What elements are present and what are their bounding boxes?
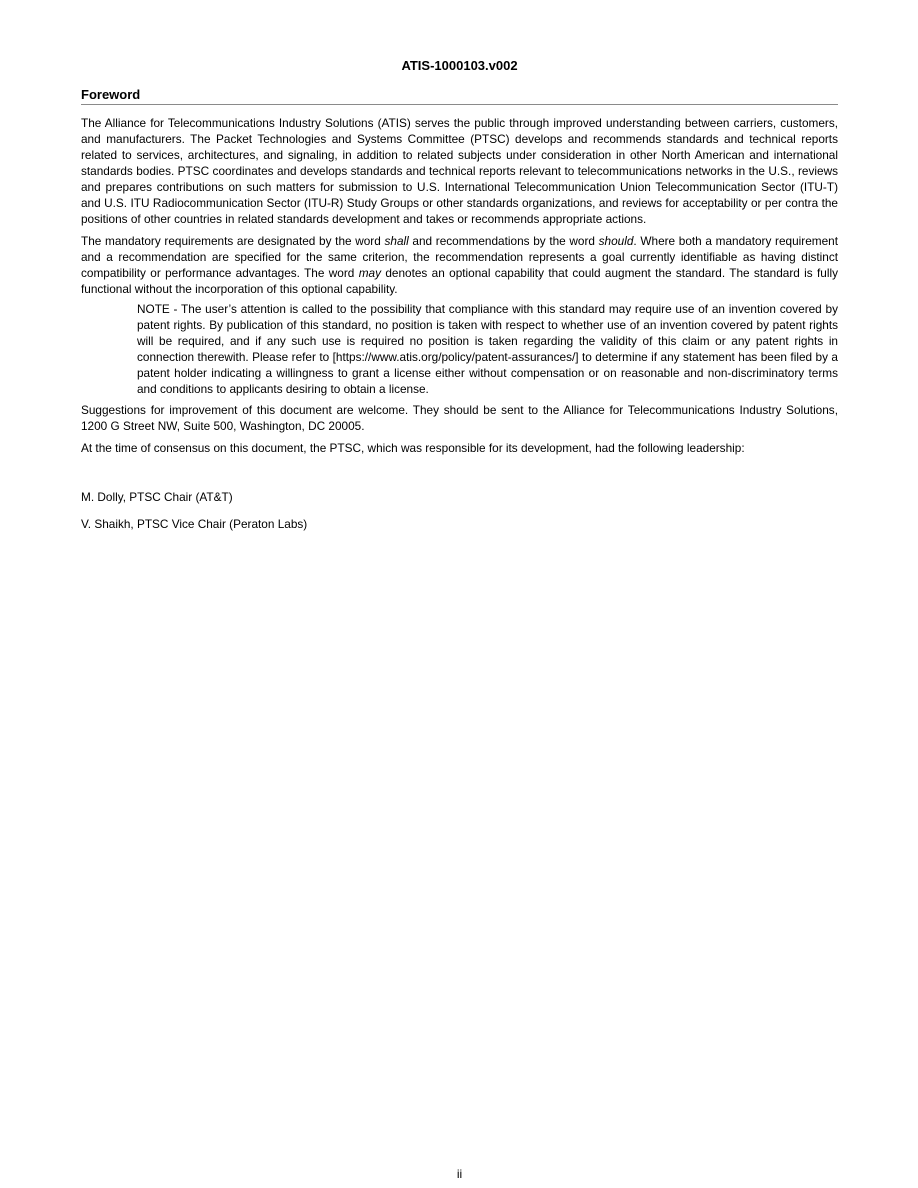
requirements-text-1: The mandatory requirements are designated by the word [81, 234, 385, 248]
foreword-paragraph-suggestions: Suggestions for improvement of this document are welcome. They should be sent to the Alliance for Telecommunications Industry Solutions, 1200 G Street NW, Suite 500, Washington, DC 20005. [81, 403, 838, 433]
patent-note: NOTE - The user’s attention is called to the possibility that compliance with this standard may require use of an invention covered by patent rights. By publication of this standard, no position is taken with respect to whether use of an invention covered by patent rights will be required, and if any such use is required no position is taken regarding the validity of this claim or any patent rights in connection therewith. Please refer to [https://www.atis.org/policy/patent-assurances/] to determine if any statement has been filed by a patent holder indicating a willingness to grant a license either without compensation or on reasonable and non-discriminatory terms and conditions to applicants desiring to obtain a license. [137, 302, 838, 396]
foreword-paragraph-atis: The Alliance for Telecommunications Industry Solutions (ATIS) serves the public through improved understanding between carriers, customers, and manufacturers. The Packet Technologies and Systems Committee (PTSC) develops and recommends standards and technical reports related to services, architectures, and signaling, in addition to related subjects under consideration in other North American and international standards bodies. PTSC coordinates and develops standards and technical reports relevant to telecommunications networks in the U.S., reviews and prepares contributions on such matters for submission to U.S. International Telecommunication Union Telecommunication Sector (ITU-T) and U.S. ITU Radiocommunication Sector (ITU-R) Study Groups or other standards organizations, and reviews for acceptability or per contra the positions of other countries in related standards development and takes or recommends appropriate actions. [81, 116, 838, 226]
keyword-should: should [598, 234, 634, 248]
requirements-text-3: . Where both a mandatory requirement and a recommendation are specified for the same criterion, the recommendation represents a goal currently identifiable as having distinct compatibility or performance advantages. The word [81, 234, 838, 280]
foreword-paragraph-requirements [81, 233, 838, 297]
requirements-text-2: and recommendations by the word [408, 234, 599, 248]
leadership-chair: M. Dolly, PTSC Chair (AT&T) [81, 490, 233, 504]
foreword-heading: Foreword [81, 87, 838, 105]
foreword-paragraph-leadership-intro: At the time of consensus on this document, the PTSC, which was responsible for its development, had the following leadership: [81, 441, 745, 455]
document-id-header: ATIS-1000103.v002 [401, 58, 518, 73]
page-number: ii [456, 1167, 463, 1181]
document-page [81, 56, 839, 1181]
requirements-text-4: denotes an optional capability that could augment the standard. The standard is fully functional without the incorporation of this optional capability. [81, 266, 839, 296]
keyword-shall: shall [384, 234, 409, 248]
keyword-may: may [358, 266, 381, 280]
leadership-vice-chair: V. Shaikh, PTSC Vice Chair (Peraton Labs) [81, 517, 308, 531]
